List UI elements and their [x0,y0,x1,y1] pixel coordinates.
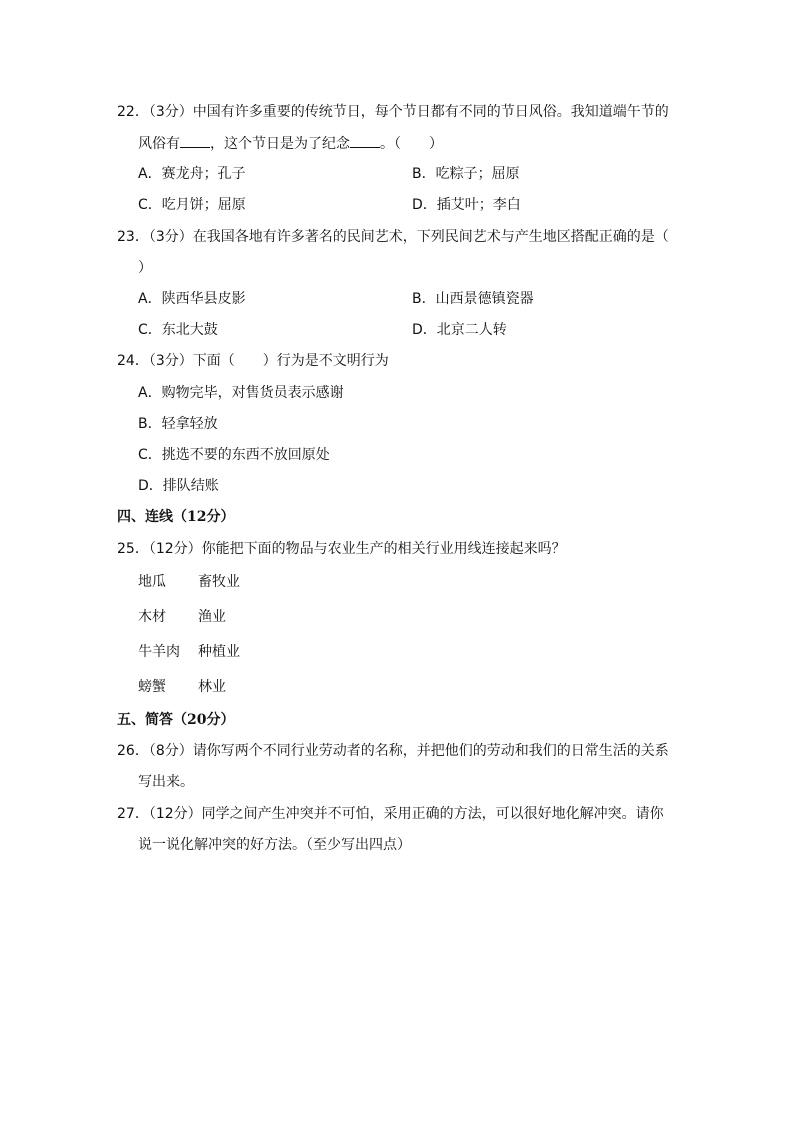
q25-left-item[interactable]: 牛羊肉 [138,644,180,660]
q25-left-item[interactable]: 地瓜 [138,574,166,590]
q26-line1: 26．（8分）请你写两个不同行业劳动者的名称，并把他们的劳动和我们的日常生活的关系 [117,743,669,759]
q25-line1: 25．（12分）你能把下面的物品与农业生产的相关行业用线连接起来吗？ [117,541,566,557]
section-heading-5: 五、简答（20分） [117,712,235,728]
q22-line2-a: 风俗有 [138,136,180,152]
section-heading-4: 四、连线（12分） [117,509,235,525]
q26-line2: 写出来。 [138,774,194,790]
q22-option-c[interactable]: C．吃月饼；屈原 [138,197,246,213]
q25-left-item[interactable]: 木材 [138,609,166,625]
q24-option-c[interactable]: C．挑选不要的东西不放回原处 [138,447,330,463]
q24-option-d[interactable]: D．排队结账 [138,478,219,494]
answer-blank-1[interactable] [180,133,210,148]
q27-line1: 27．（12分）同学之间产生冲突并不可怕，采用正确的方法，可以很好地化解冲突。请你 [117,806,664,822]
q23-option-c[interactable]: C．东北大鼓 [138,322,218,338]
q24-option-b[interactable]: B．轻拿轻放 [138,416,218,432]
q22-line2-b: ，这个节日是为了纪念 [210,136,350,152]
q22-line1: 22．（3分）中国有许多重要的传统节日，每个节日都有不同的节日风俗。我知道端午节的 [117,104,669,120]
q27-line2: 说一说化解冲突的好方法。（至少写出四点） [138,837,411,853]
q25-right-item[interactable]: 畜牧业 [198,574,240,590]
q23-option-b[interactable]: B．山西景德镇瓷器 [412,291,534,307]
q25-right-item[interactable]: 种植业 [198,644,240,660]
q25-right-item[interactable]: 林业 [198,679,226,695]
q23-option-d[interactable]: D．北京二人转 [412,322,507,338]
q25-left-item[interactable]: 螃蟹 [138,679,166,695]
answer-blank-2[interactable] [350,133,380,148]
q24-option-a[interactable]: A．购物完毕，对售货员表示感谢 [138,385,344,401]
q22-line2-c: 。（ ） [380,136,443,152]
q23-option-a[interactable]: A．陕西华县皮影 [138,291,246,307]
q23-line2: ） [138,260,152,276]
q23-line1: 23．（3分）在我国各地有许多著名的民间艺术，下列民间艺术与产生地区搭配正确的是（ [117,229,669,245]
q22-option-d[interactable]: D．插艾叶；李白 [412,197,521,213]
q24-line1: 24．（3分）下面（ ）行为是不文明行为 [117,353,389,369]
q22-option-a[interactable]: A．赛龙舟；孔子 [138,166,246,182]
q22-line2 [138,133,443,154]
q22-option-b[interactable]: B．吃粽子；屈原 [412,166,520,182]
q25-right-item[interactable]: 渔业 [198,609,226,625]
